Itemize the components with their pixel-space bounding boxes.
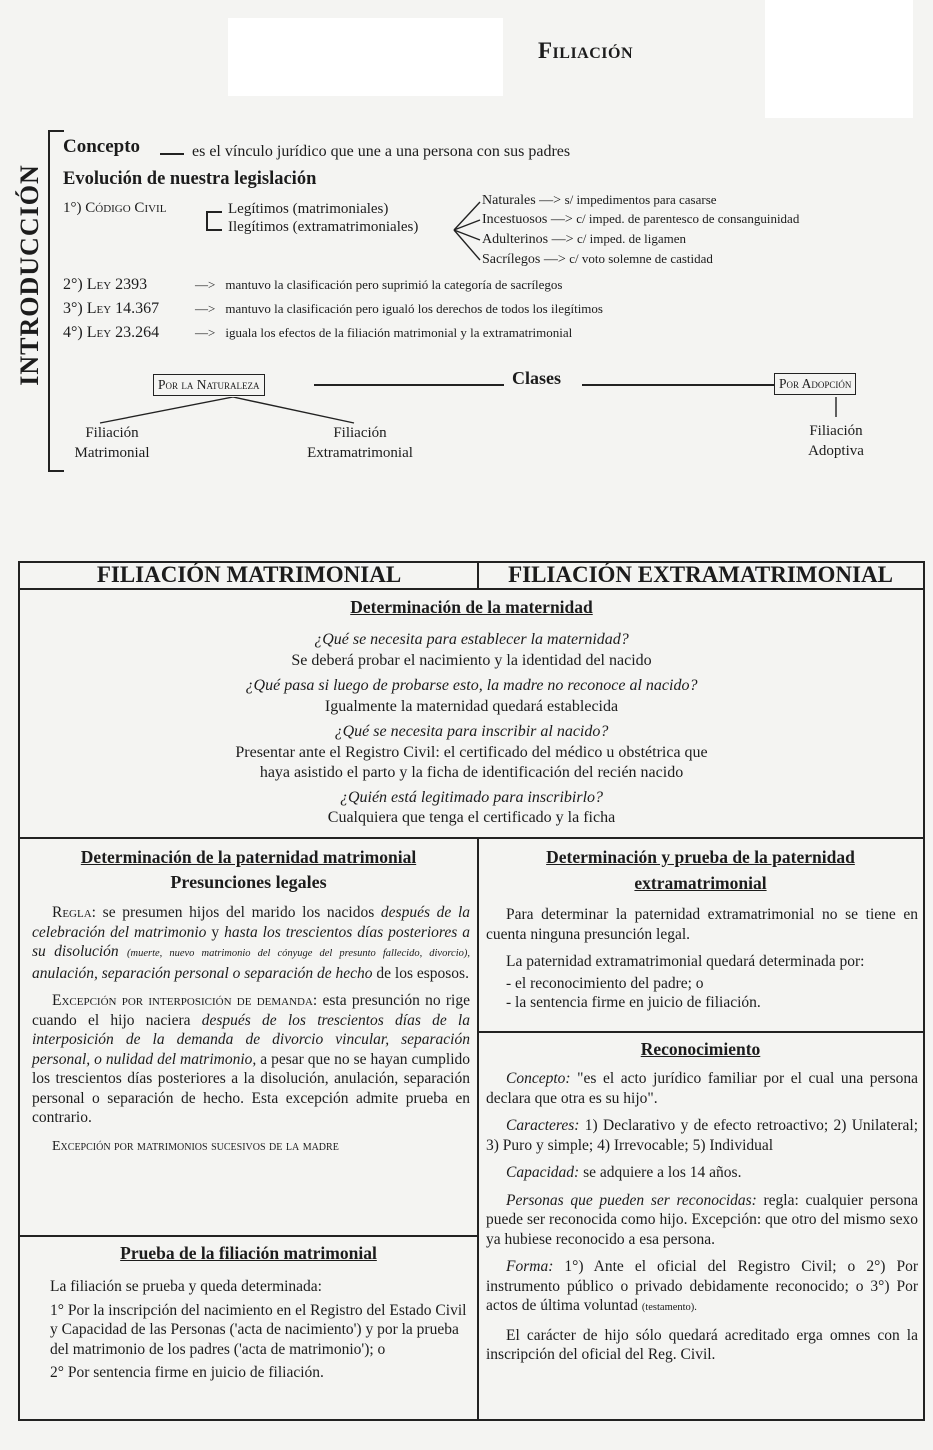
type-desc: s/ impedimentos para casarse (564, 192, 717, 207)
reconocimiento-caracteres (486, 1116, 918, 1155)
law-name: 2°) Ley 2393 (63, 276, 148, 293)
reconocimiento-top-line (477, 1031, 923, 1033)
filiacion-matrimonial-node (64, 423, 160, 463)
prueba-item-1: 1° Por la inscripción del nacimiento en el Registro del Estado Civil y Capacidad de las Personas ('acta de nacimiento') y por la prueba del matrimonio de los padres ('acta de matrimonio'); o (50, 1301, 467, 1358)
reconocimiento-concepto (486, 1069, 918, 1108)
filiacion-adoptiva-node (790, 421, 882, 461)
regla-paragraph (32, 903, 470, 983)
header-divider (477, 563, 479, 588)
type-desc: c/ imped. de ligamen (577, 231, 687, 246)
intro-side-title: INTRODUCCIÓN (15, 164, 44, 386)
law-desc: mantuvo la clasificación pero suprimió la categoría de sacrílegos (225, 277, 563, 292)
node-line-2: Extramatrimonial (307, 445, 413, 461)
concepto-label: Concepto: (506, 1070, 571, 1087)
reconocimiento-personas (486, 1191, 918, 1250)
personas-label: Personas que pueden ser reconocidas: (506, 1191, 757, 1209)
lower-divider (477, 837, 479, 1419)
forma-small: (testamento). (641, 1302, 697, 1313)
presunciones-subtitle: Presunciones legales (170, 872, 327, 892)
regla-italic-1: después de la celebración del matrimonio (32, 904, 471, 941)
law-name: 3°) Ley 14.367 (63, 300, 160, 317)
codigo-civil: 1°) Código Civil (63, 200, 167, 216)
caracteres-text: 1) Declarativo y de efecto retroactivo; 2) Unilateral; 3) Puro y simple; 4) Irrevocable; 5) Individual (486, 1117, 918, 1154)
excepcion1-label: Excepción por interposición de demanda: (52, 992, 318, 1009)
page-title: Filiación (538, 38, 634, 63)
reconocimiento-capacidad (486, 1163, 918, 1183)
paternidad-extra-title-1: Determinación y prueba de la paternidad (546, 847, 855, 867)
maternidad-a3a: Presentar ante el Registro Civil: el certificado del médico u obstétrica que (235, 744, 708, 761)
arrow-icon: —> (551, 232, 578, 247)
regla-text-1: se presumen hijos del marido los nacidos (102, 904, 375, 921)
law-desc: mantuvo la clasificación pero igualó los derechos de todos los ilegítimos (225, 301, 603, 316)
excepcion1-text-2: a pesar que no se hayan cumplido los trescientos días posteriores a la disolución, anulación, separación personal o separación de hecho. Esta excepción admite prueba en contrario. (32, 1050, 471, 1126)
regla-text-3: de los esposos. (376, 964, 469, 982)
personas-text: regla: cualquier persona puede ser reconocida como hijo. Excepción: que otro del mismo sexo ya hubiese reconocido a esa persona. (486, 1191, 919, 1248)
maternidad-q3: ¿Qué se necesita para inscribir al nacido? (334, 723, 609, 740)
prueba-item-2: 2° Por sentencia firme en juicio de filiación. (50, 1364, 324, 1381)
capacidad-text: se adquiere a los 14 años. (583, 1164, 742, 1181)
type-name: Adulterinos (482, 232, 549, 247)
concepto-arrow (160, 153, 184, 155)
regla-text-2: y (211, 923, 220, 941)
intro-bracket (48, 130, 64, 472)
paternidad-extra-body (486, 905, 918, 1013)
header-bottom-line (20, 588, 923, 590)
type-row (482, 231, 922, 251)
maternidad-q4: ¿Quién está legitimado para inscribirlo? (339, 789, 604, 806)
por-naturaleza-box: Por la Naturaleza (153, 374, 265, 396)
reconocimiento-forma (486, 1257, 918, 1318)
clases-line-right (582, 384, 774, 386)
paternidad-extra-p1: Para determinar la paternidad extramatrimonial no se tiene en cuenta ninguna presunción legal. (486, 906, 918, 943)
excepcion1-text-1: esta presunción no rige cuando el hijo naciera (32, 992, 470, 1029)
clases-branches (90, 397, 870, 427)
law-row (63, 300, 923, 324)
prueba-top-line (20, 1235, 478, 1237)
maternidad-q2: ¿Qué pasa si luego de probarse esto, la madre no reconoce al nacido? (245, 677, 698, 694)
laws-list (63, 276, 923, 348)
maternidad-a2: Igualmente la maternidad quedará establecida (324, 698, 619, 715)
concepto-text: es el vínculo jurídico que une a una persona con sus padres (192, 143, 571, 160)
col2-header: FILIACIÓN EXTRAMATRIMONIAL (508, 562, 893, 587)
codigo-bracket-bottom (206, 229, 222, 231)
node-line-1: Filiación (333, 425, 387, 441)
col1-header: FILIACIÓN MATRIMONIAL (96, 562, 402, 587)
node-line-2: Adoptiva (808, 443, 864, 459)
type-desc: c/ imped. de parentesco de consanguinidad (576, 211, 800, 226)
law-row (63, 324, 923, 348)
regla-label: Regla: (52, 904, 96, 921)
excepcion1-paragraph (32, 991, 470, 1128)
prueba-intro: La filiación se prueba y queda determinada: (50, 1278, 322, 1295)
reconocimiento-body (486, 1069, 918, 1373)
por-adopcion-box: Por Adopción (774, 373, 856, 395)
type-name: Incestuosos (482, 212, 548, 227)
ilegitimos: Ilegítimos (extramatrimoniales) (228, 219, 419, 235)
caracteres-label: Caracteres: (506, 1117, 580, 1134)
paternidad-matrimonial-body (32, 903, 470, 1164)
arrow-icon: —> (195, 325, 216, 340)
paternidad-extra-li2: - la sentencia firme en juicio de filiación. (506, 994, 761, 1011)
blank-area-left (228, 18, 503, 96)
excepcion2-label: Excepción por matrimonios sucesivos de la madre (52, 1138, 339, 1154)
blank-area-right (765, 0, 913, 118)
arrow-icon: —> (543, 252, 570, 267)
type-row (482, 251, 922, 271)
node-line-1: Filiación (85, 425, 139, 441)
ilegitimos-fan (450, 196, 484, 268)
reconocimiento-final: El carácter de hijo sólo quedará acreditado erga omnes con la inscripción del oficial del Reg. Civil. (486, 1326, 918, 1363)
arrow-icon: —> (195, 301, 216, 316)
concepto-text: "es el acto jurídico familiar por el cual una persona declara que otra es su hijo". (486, 1070, 919, 1107)
type-row (482, 192, 922, 211)
paternidad-matrimonial-title: Determinación de la paternidad matrimonial (80, 847, 417, 867)
type-desc: c/ voto solemne de castidad (569, 251, 713, 266)
maternidad-title: Determinación de la maternidad (350, 597, 593, 617)
reconocimiento-title: Reconocimiento (640, 1039, 761, 1059)
regla-italic-3: anulación, separación personal o separación de hecho (32, 964, 373, 982)
maternidad-q1: ¿Qué se necesita para establecer la maternidad? (314, 631, 629, 648)
prueba-body (50, 1277, 470, 1383)
codigo-bracket-top (206, 211, 222, 213)
type-name: Sacrílegos (482, 252, 541, 267)
clases-label: Clases (512, 368, 561, 388)
prueba-title: Prueba de la filiación matrimonial (120, 1243, 377, 1263)
forma-label: Forma: (506, 1258, 554, 1275)
law-desc: iguala los efectos de la filiación matrimonial y la extramatrimonial (225, 325, 573, 340)
capacidad-label: Capacidad: (506, 1164, 580, 1181)
node-line-1: Filiación (809, 423, 863, 439)
forma-text: 1°) Ante el oficial del Registro Civil; o 2°) Por instrumento público o privado debidamente reconocido; o 3°) Por actos de última voluntad (486, 1258, 918, 1314)
law-name: 4°) Ley 23.264 (63, 324, 160, 341)
arrow-icon: —> (550, 212, 577, 227)
type-name: Naturales (482, 193, 536, 208)
law-row (63, 276, 923, 300)
filiacion-table (18, 561, 925, 1421)
paternidad-extra-p2: La paternidad extramatrimonial quedará determinada por: (506, 953, 865, 970)
regla-italic-2: hasta los trescientos días posteriores a su disolución (32, 923, 470, 960)
concepto-label: Concepto (63, 136, 141, 157)
excepcion1-italic: después de los trescientos días de la interposición de la demanda de divorcio vincular, separación personal, o nulidad del matrimonio, (32, 1011, 470, 1068)
maternidad-a4: Cualquiera que tenga el certificado y la ficha (327, 809, 616, 826)
type-row (482, 211, 922, 231)
ilegitimos-types (482, 192, 922, 271)
filiacion-extramatrimonial-node (290, 423, 430, 463)
paternidad-extra-title-2: extramatrimonial (634, 873, 767, 893)
paternidad-extra-li1: - el reconocimiento del padre; o (506, 974, 704, 992)
evolucion-label: Evolución de nuestra legislación (63, 169, 317, 189)
codigo-bracket (206, 211, 208, 229)
arrow-icon: —> (539, 193, 565, 208)
arrow-icon: —> (195, 277, 216, 292)
excepcion2-paragraph (32, 1136, 470, 1157)
legitimos: Legítimos (matrimoniales) (228, 201, 389, 217)
clases-line-left (314, 384, 504, 386)
regla-small: (muerte, nuevo matrimonio del cónyuge del presunto fallecido, divorcio), (127, 948, 470, 959)
node-line-2: Matrimonial (74, 445, 150, 461)
maternidad-bottom-line (20, 837, 923, 839)
maternidad-a1: Se deberá probar el nacimiento y la identidad del nacido (291, 652, 652, 669)
maternidad-a3b: haya asistido el parto y la ficha de identificación del recién nacido (259, 764, 684, 781)
